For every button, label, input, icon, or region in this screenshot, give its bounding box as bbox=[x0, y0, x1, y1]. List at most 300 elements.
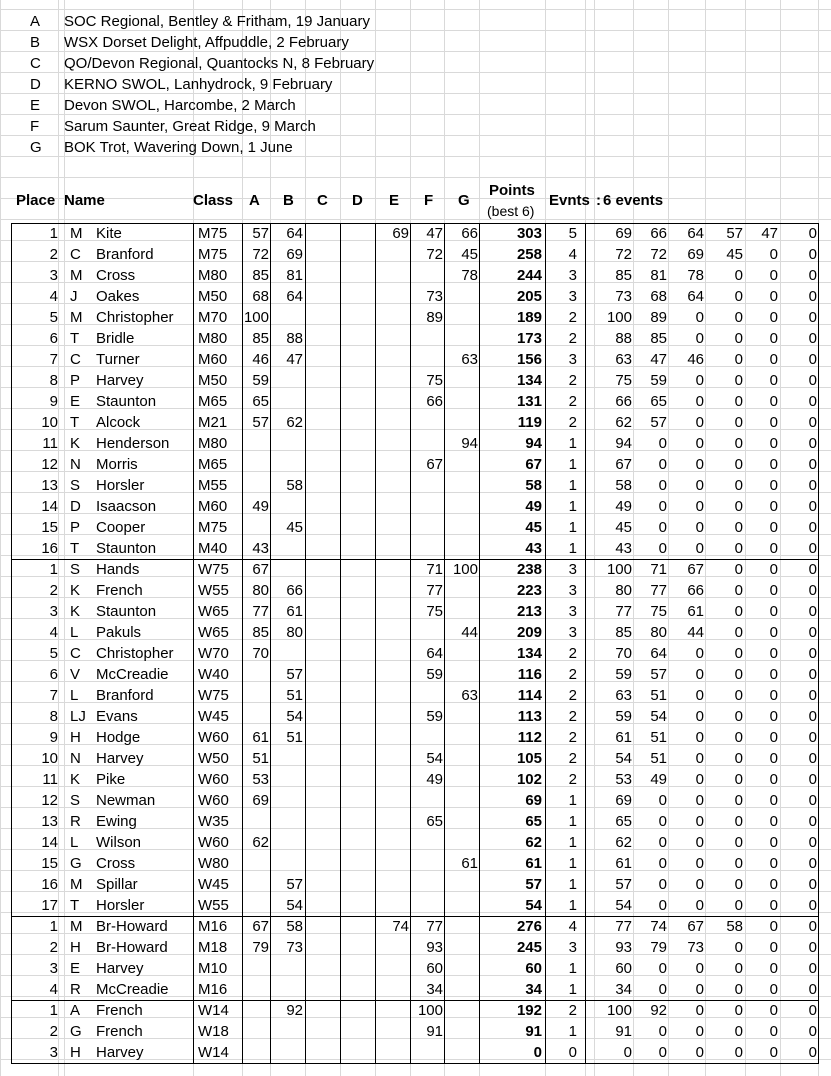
cell-place: 4 bbox=[49, 981, 58, 998]
cell-pts: 116 bbox=[517, 666, 542, 683]
cell-g bbox=[445, 937, 478, 958]
cell-b bbox=[271, 748, 303, 769]
cell-best-1: 65 bbox=[615, 813, 632, 830]
table-row[interactable] bbox=[0, 916, 831, 937]
group-separator bbox=[11, 916, 819, 917]
cell-e bbox=[375, 622, 409, 643]
cell-ev: 2 bbox=[568, 666, 577, 683]
cell-best-6: 0 bbox=[808, 540, 817, 557]
cell-f: 89 bbox=[426, 309, 443, 326]
cell-best-3: 0 bbox=[695, 1002, 704, 1019]
cell-best-3: 0 bbox=[695, 309, 704, 326]
header-event-b[interactable]: B bbox=[283, 192, 294, 209]
cell-cls: M65 bbox=[198, 456, 228, 473]
cell-cls: W14 bbox=[198, 1002, 229, 1019]
cell-d bbox=[339, 769, 373, 790]
cell-best-4: 0 bbox=[734, 309, 743, 326]
table-row[interactable] bbox=[0, 475, 831, 496]
cell-b: 92 bbox=[286, 1002, 303, 1019]
cell-best-6: 0 bbox=[808, 792, 817, 809]
cell-d bbox=[339, 895, 373, 916]
cell-init: L bbox=[70, 687, 79, 704]
cell-best-3: 0 bbox=[695, 855, 704, 872]
cell-ev: 4 bbox=[568, 918, 577, 935]
cell-best-2: 57 bbox=[650, 666, 667, 683]
table-row[interactable] bbox=[0, 748, 831, 769]
cell-best-1: 77 bbox=[615, 603, 632, 620]
cell-g bbox=[445, 916, 478, 937]
cell-b: 54 bbox=[286, 708, 303, 725]
cell-best-1: 85 bbox=[615, 267, 632, 284]
cell-g bbox=[445, 748, 478, 769]
legend-key: E bbox=[30, 97, 41, 114]
cell-best-4: 0 bbox=[734, 456, 743, 473]
cell-g bbox=[445, 1021, 478, 1042]
cell-init: H bbox=[70, 939, 81, 956]
legend-row bbox=[0, 137, 500, 158]
cell-f bbox=[410, 790, 443, 811]
cell-f: 93 bbox=[426, 939, 443, 956]
cell-b: 51 bbox=[286, 729, 303, 746]
cell-a: 67 bbox=[252, 918, 269, 935]
table-row[interactable] bbox=[0, 454, 831, 475]
cell-best-2: 68 bbox=[650, 288, 667, 305]
cell-place: 3 bbox=[49, 603, 58, 620]
cell-g bbox=[445, 286, 478, 307]
cell-best-4: 0 bbox=[734, 330, 743, 347]
cell-place: 14 bbox=[41, 498, 58, 515]
cell-name: Horsler bbox=[96, 477, 145, 494]
cell-d bbox=[339, 370, 373, 391]
cell-best-3: 67 bbox=[687, 561, 704, 578]
cell-pts: 245 bbox=[516, 939, 542, 956]
cell-best-6: 0 bbox=[808, 981, 817, 998]
cell-g bbox=[445, 727, 478, 748]
cell-init: E bbox=[70, 960, 81, 977]
cell-best-2: 66 bbox=[650, 225, 667, 242]
cell-best-2: 0 bbox=[658, 876, 667, 893]
table-row[interactable] bbox=[0, 244, 831, 265]
table-row[interactable] bbox=[0, 601, 831, 622]
cell-pts: 62 bbox=[525, 834, 542, 851]
table-row[interactable] bbox=[0, 580, 831, 601]
cell-cls: M60 bbox=[198, 351, 228, 368]
table-row[interactable] bbox=[0, 223, 831, 244]
cell-e: 74 bbox=[392, 918, 409, 935]
cell-best-6: 0 bbox=[808, 918, 817, 935]
cell-best-3: 0 bbox=[695, 876, 704, 893]
cell-best-5: 0 bbox=[769, 540, 778, 557]
header-six-events[interactable]: 6 events bbox=[603, 192, 664, 209]
cell-ev: 3 bbox=[568, 561, 577, 578]
cell-best-6: 0 bbox=[808, 477, 817, 494]
cell-cls: W55 bbox=[198, 582, 229, 599]
cell-a: 85 bbox=[252, 624, 269, 641]
cell-b bbox=[271, 496, 303, 517]
cell-cls: M21 bbox=[198, 414, 228, 431]
cell-b bbox=[271, 1042, 303, 1063]
cell-b bbox=[271, 811, 303, 832]
cell-best-4: 0 bbox=[734, 960, 743, 977]
table-row[interactable] bbox=[0, 1042, 831, 1063]
cell-best-4: 0 bbox=[734, 519, 743, 536]
cell-e bbox=[375, 1042, 409, 1063]
table-row[interactable] bbox=[0, 433, 831, 454]
cell-g bbox=[445, 979, 478, 1000]
header-name[interactable]: Name bbox=[64, 192, 105, 209]
cell-name: Isaacson bbox=[96, 498, 157, 515]
header-class[interactable]: Class bbox=[193, 192, 234, 209]
cell-init: L bbox=[70, 624, 79, 641]
cell-best-6: 0 bbox=[808, 708, 817, 725]
cell-init: R bbox=[70, 813, 81, 830]
cell-d bbox=[339, 496, 373, 517]
cell-best-1: 57 bbox=[615, 876, 632, 893]
table-row[interactable] bbox=[0, 811, 831, 832]
cell-name: Kite bbox=[96, 225, 122, 242]
cell-e bbox=[375, 286, 409, 307]
cell-name: Henderson bbox=[96, 435, 170, 452]
table-border bbox=[242, 223, 243, 1063]
cell-g: 78 bbox=[461, 267, 478, 284]
cell-best-2: 75 bbox=[650, 603, 667, 620]
cell-pts: 102 bbox=[516, 771, 542, 788]
table-row[interactable] bbox=[0, 790, 831, 811]
cell-g bbox=[445, 391, 478, 412]
cell-init: T bbox=[70, 330, 80, 347]
cell-init: C bbox=[70, 645, 81, 662]
cell-g bbox=[445, 811, 478, 832]
cell-best-6: 0 bbox=[808, 1044, 817, 1061]
cell-best-1: 43 bbox=[615, 540, 632, 557]
cell-e bbox=[375, 475, 409, 496]
header-event-d[interactable]: D bbox=[352, 192, 363, 209]
cell-c bbox=[305, 412, 337, 433]
cell-c bbox=[305, 391, 337, 412]
cell-cls: M60 bbox=[198, 498, 228, 515]
cell-name: Br-Howard bbox=[96, 939, 168, 956]
cell-best-6: 0 bbox=[808, 309, 817, 326]
cell-best-5: 0 bbox=[769, 666, 778, 683]
cell-best-3: 0 bbox=[695, 666, 704, 683]
cell-best-1: 59 bbox=[615, 708, 632, 725]
cell-cls: W80 bbox=[198, 855, 229, 872]
cell-a: 62 bbox=[252, 834, 269, 851]
cell-best-5: 0 bbox=[769, 477, 778, 494]
cell-best-2: 64 bbox=[650, 645, 667, 662]
cell-best-3: 0 bbox=[695, 687, 704, 704]
header-place[interactable]: Place bbox=[16, 192, 56, 209]
table-row[interactable] bbox=[0, 559, 831, 580]
cell-place: 1 bbox=[49, 918, 58, 935]
cell-init: M bbox=[70, 309, 83, 326]
cell-g bbox=[445, 475, 478, 496]
cell-c bbox=[305, 790, 337, 811]
cell-cls: W60 bbox=[198, 792, 229, 809]
cell-place: 11 bbox=[42, 435, 58, 452]
cell-cls: M80 bbox=[198, 330, 228, 347]
cell-best-3: 0 bbox=[695, 813, 704, 830]
cell-best-2: 65 bbox=[650, 393, 667, 410]
cell-best-1: 34 bbox=[615, 981, 632, 998]
header-event-a[interactable]: A bbox=[249, 192, 260, 209]
cell-init: R bbox=[70, 981, 81, 998]
cell-f bbox=[410, 622, 443, 643]
cell-ev: 2 bbox=[568, 372, 577, 389]
cell-best-3: 0 bbox=[695, 645, 704, 662]
cell-e bbox=[375, 895, 409, 916]
table-row[interactable] bbox=[0, 265, 831, 286]
table-header bbox=[0, 181, 831, 223]
table-row[interactable] bbox=[0, 706, 831, 727]
table-row[interactable] bbox=[0, 349, 831, 370]
cell-best-3: 0 bbox=[695, 435, 704, 452]
header-points[interactable]: Points bbox=[489, 182, 535, 199]
cell-a: 57 bbox=[252, 414, 269, 431]
header-event-g[interactable]: G bbox=[458, 192, 470, 209]
cell-f: 34 bbox=[426, 981, 443, 998]
cell-pts: 0 bbox=[533, 1044, 542, 1061]
header-event-e[interactable]: E bbox=[389, 192, 400, 209]
table-row[interactable] bbox=[0, 769, 831, 790]
cell-pts: 58 bbox=[525, 477, 542, 494]
cell-ev: 2 bbox=[568, 708, 577, 725]
cell-name: Harvey bbox=[96, 372, 144, 389]
cell-f bbox=[410, 1042, 443, 1063]
cell-best-6: 0 bbox=[808, 834, 817, 851]
cell-name: Br-Howard bbox=[96, 918, 168, 935]
cell-best-5: 0 bbox=[769, 351, 778, 368]
cell-best-4: 0 bbox=[734, 435, 743, 452]
cell-d bbox=[339, 349, 373, 370]
cell-e bbox=[375, 517, 409, 538]
cell-c bbox=[305, 1042, 337, 1063]
cell-best-1: 80 bbox=[615, 582, 632, 599]
table-row[interactable] bbox=[0, 622, 831, 643]
cell-ev: 1 bbox=[568, 456, 577, 473]
cell-g bbox=[445, 832, 478, 853]
cell-best-6: 0 bbox=[808, 960, 817, 977]
cell-init: J bbox=[70, 288, 78, 305]
cell-best-6: 0 bbox=[808, 225, 817, 242]
cell-name: Cooper bbox=[96, 519, 146, 536]
legend-row bbox=[0, 95, 500, 116]
cell-best-5: 0 bbox=[769, 267, 778, 284]
cell-pts: 276 bbox=[516, 918, 542, 935]
cell-g bbox=[445, 412, 478, 433]
cell-a: 100 bbox=[243, 309, 269, 326]
legend-row bbox=[0, 53, 500, 74]
cell-a: 57 bbox=[252, 225, 269, 242]
cell-b bbox=[271, 643, 303, 664]
cell-best-2: 79 bbox=[650, 939, 667, 956]
cell-b bbox=[271, 454, 303, 475]
cell-best-4: 57 bbox=[726, 225, 743, 242]
cell-e bbox=[375, 685, 409, 706]
cell-pts: 209 bbox=[516, 624, 542, 641]
legend-label: KERNO SWOL, Lanhydrock, 9 February bbox=[64, 76, 333, 93]
cell-g bbox=[445, 454, 478, 475]
cell-c bbox=[305, 853, 337, 874]
cell-pts: 61 bbox=[525, 855, 542, 872]
cell-pts: 43 bbox=[525, 540, 542, 557]
header-event-c[interactable]: C bbox=[317, 192, 328, 209]
cell-best-1: 88 bbox=[615, 330, 632, 347]
cell-d bbox=[339, 475, 373, 496]
table-row[interactable] bbox=[0, 727, 831, 748]
cell-a: 46 bbox=[252, 351, 269, 368]
legend-row bbox=[0, 74, 500, 95]
cell-ev: 1 bbox=[568, 981, 577, 998]
cell-pts: 54 bbox=[525, 897, 542, 914]
table-border bbox=[585, 223, 586, 1063]
cell-e bbox=[375, 538, 409, 559]
cell-best-2: 51 bbox=[650, 729, 667, 746]
table-row[interactable] bbox=[0, 643, 831, 664]
table-row[interactable] bbox=[0, 538, 831, 559]
table-row[interactable] bbox=[0, 979, 831, 1000]
cell-best-3: 0 bbox=[695, 960, 704, 977]
cell-cls: M16 bbox=[198, 981, 228, 998]
cell-best-1: 61 bbox=[615, 855, 632, 872]
cell-a: 61 bbox=[252, 729, 269, 746]
cell-best-2: 0 bbox=[658, 498, 667, 515]
cell-c bbox=[305, 349, 337, 370]
cell-best-1: 0 bbox=[623, 1044, 632, 1061]
cell-d bbox=[339, 811, 373, 832]
cell-place: 12 bbox=[41, 456, 58, 473]
cell-best-4: 0 bbox=[734, 897, 743, 914]
cell-d bbox=[339, 559, 373, 580]
table-row[interactable] bbox=[0, 286, 831, 307]
cell-c bbox=[305, 916, 337, 937]
cell-name: Oakes bbox=[96, 288, 140, 305]
cell-name: Staunton bbox=[96, 540, 157, 557]
cell-pts: 60 bbox=[525, 960, 542, 977]
header-evnts[interactable]: Evnts bbox=[549, 192, 590, 209]
cell-e bbox=[375, 307, 409, 328]
cell-c bbox=[305, 538, 337, 559]
cell-best-4: 0 bbox=[734, 351, 743, 368]
cell-d bbox=[339, 979, 373, 1000]
table-row[interactable] bbox=[0, 832, 831, 853]
table-row[interactable] bbox=[0, 1021, 831, 1042]
cell-a: 43 bbox=[252, 540, 269, 557]
cell-pts: 67 bbox=[525, 456, 542, 473]
cell-best-4: 0 bbox=[734, 561, 743, 578]
cell-name: McCreadie bbox=[96, 666, 169, 683]
table-row[interactable] bbox=[0, 685, 831, 706]
cell-name: Cross bbox=[96, 855, 136, 872]
cell-best-6: 0 bbox=[808, 897, 817, 914]
cell-f bbox=[410, 412, 443, 433]
cell-c bbox=[305, 370, 337, 391]
cell-g bbox=[445, 517, 478, 538]
cell-f: 59 bbox=[426, 666, 443, 683]
cell-name: Bridle bbox=[96, 330, 135, 347]
legend-key: G bbox=[30, 139, 42, 156]
cell-best-5: 0 bbox=[769, 876, 778, 893]
cell-d bbox=[339, 454, 373, 475]
cell-f bbox=[410, 496, 443, 517]
cell-c bbox=[305, 475, 337, 496]
cell-best-2: 0 bbox=[658, 855, 667, 872]
table-row[interactable] bbox=[0, 307, 831, 328]
cell-best-1: 58 bbox=[615, 477, 632, 494]
cell-b bbox=[271, 769, 303, 790]
table-row[interactable] bbox=[0, 664, 831, 685]
cell-ev: 1 bbox=[568, 960, 577, 977]
cell-best-5: 0 bbox=[769, 561, 778, 578]
cell-e bbox=[375, 979, 409, 1000]
cell-c bbox=[305, 454, 337, 475]
table-row[interactable] bbox=[0, 370, 831, 391]
cell-a: 68 bbox=[252, 288, 269, 305]
cell-place: 1 bbox=[49, 225, 58, 242]
cell-best-6: 0 bbox=[808, 813, 817, 830]
legend-row bbox=[0, 116, 500, 137]
cell-best-6: 0 bbox=[808, 435, 817, 452]
cell-f bbox=[410, 832, 443, 853]
cell-place: 10 bbox=[41, 750, 58, 767]
table-row[interactable] bbox=[0, 412, 831, 433]
legend-label: QO/Devon Regional, Quantocks N, 8 February bbox=[64, 55, 375, 72]
cell-cls: W50 bbox=[198, 750, 229, 767]
table-row[interactable] bbox=[0, 496, 831, 517]
cell-f: 59 bbox=[426, 708, 443, 725]
cell-init: M bbox=[70, 876, 83, 893]
cell-cls: M80 bbox=[198, 267, 228, 284]
cell-b: 66 bbox=[286, 582, 303, 599]
cell-c bbox=[305, 748, 337, 769]
cell-best-4: 45 bbox=[726, 246, 743, 263]
table-row[interactable] bbox=[0, 958, 831, 979]
cell-best-1: 63 bbox=[615, 351, 632, 368]
cell-b bbox=[271, 307, 303, 328]
cell-init: H bbox=[70, 729, 81, 746]
cell-best-2: 72 bbox=[650, 246, 667, 263]
cell-cls: M16 bbox=[198, 918, 228, 935]
cell-d bbox=[339, 391, 373, 412]
cell-d bbox=[339, 265, 373, 286]
group-separator bbox=[11, 223, 819, 224]
cell-best-4: 0 bbox=[734, 1023, 743, 1040]
cell-b: 57 bbox=[286, 876, 303, 893]
table-row[interactable] bbox=[0, 874, 831, 895]
table-row[interactable] bbox=[0, 328, 831, 349]
table-row[interactable] bbox=[0, 391, 831, 412]
table-row[interactable] bbox=[0, 853, 831, 874]
cell-best-1: 73 bbox=[615, 288, 632, 305]
cell-pts: 244 bbox=[516, 267, 542, 284]
table-row[interactable] bbox=[0, 895, 831, 916]
table-row[interactable] bbox=[0, 517, 831, 538]
cell-ev: 1 bbox=[568, 540, 577, 557]
header-event-f[interactable]: F bbox=[424, 192, 434, 209]
cell-f: 67 bbox=[426, 456, 443, 473]
cell-init: T bbox=[70, 414, 80, 431]
table-row[interactable] bbox=[0, 1000, 831, 1021]
cell-b: 80 bbox=[286, 624, 303, 641]
table-row[interactable] bbox=[0, 937, 831, 958]
cell-best-2: 0 bbox=[658, 960, 667, 977]
cell-d bbox=[339, 664, 373, 685]
cell-cls: W60 bbox=[198, 771, 229, 788]
cell-c bbox=[305, 874, 337, 895]
cell-d bbox=[339, 307, 373, 328]
cell-best-4: 0 bbox=[734, 540, 743, 557]
cell-ev: 1 bbox=[568, 834, 577, 851]
